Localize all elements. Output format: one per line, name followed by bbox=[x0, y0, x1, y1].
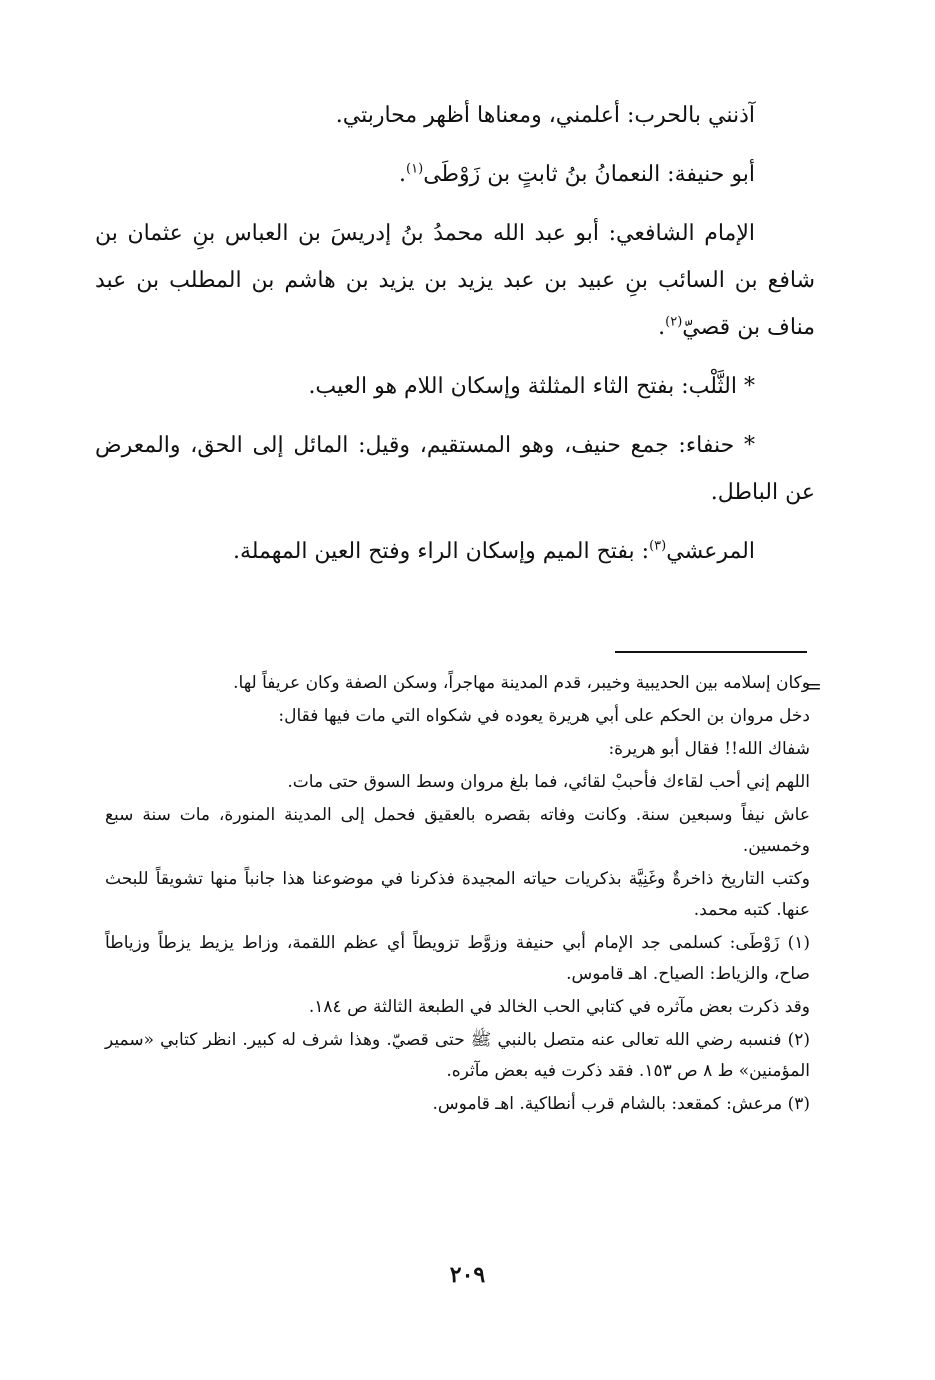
paragraph-abu-hanifa-text: أبو حنيفة: النعمانُ بنُ ثابتٍ بن زَوْطَى bbox=[423, 162, 755, 187]
paragraph-marashi bbox=[95, 528, 815, 575]
footnote-line: وقد ذكرت بعض مآثره في كتابي الحب الخالد في الطبعة الثالثة ص ١٨٤. bbox=[308, 997, 810, 1017]
paragraph-shafii bbox=[95, 210, 815, 351]
paragraph-shafii-text: الإمام الشافعي: أبو عبد الله محمدُ بنُ إدريسَ بن العباس بنِ عثمان بن شافع بن السائب بنِ عبيد بن عبد يزيد بن يزيد بن هاشم بن المطلب بن عبد مناف بن قصيّ bbox=[95, 221, 815, 340]
paragraph-shafii-end: . bbox=[658, 315, 666, 340]
footnote-1: (١) زَوْطَى: كسلمى جد الإمام أبي حنيفة وزوَّط تزويطاً أي عظم اللقمة، وزاط يزيط يزطاً وزياطاً صاح، والزياط: الصياح. اهـ قاموس. bbox=[105, 933, 810, 984]
footnote-line: دخل مروان بن الحكم على أبي هريرة يعوده في شكواه التي مات فيها فقال: bbox=[278, 706, 810, 726]
page-number: ٢٠٩ bbox=[449, 1262, 486, 1288]
paragraph-thalb bbox=[95, 363, 815, 410]
footnote-2: (٢) فنسبه رضي الله تعالى عنه متصل بالنبي ﷺ حتى قصيّ. وهذا شرف له كبير. انظر كتابي «سمير المؤمنين» ط ٨ ص ١٥٣. فقد ذكرت فيه بعض مآثره. bbox=[105, 1030, 810, 1081]
paragraph-hunafa-text: * حنفاء: جمع حنيف، وهو المستقيم، وقيل: المائل إلى الحق، والمعرض عن الباطل. bbox=[95, 433, 815, 505]
footnote-3: (٣) مرعش: كمقعد: بالشام قرب أنطاكية. اهـ قاموس. bbox=[432, 1094, 810, 1114]
paragraph-marashi-rest: : بفتح الميم وإسكان الراء وفتح العين المهملة. bbox=[232, 539, 650, 564]
paragraph-adhanani bbox=[95, 92, 815, 139]
main-text bbox=[95, 92, 815, 587]
footnote-continuation-mark: = bbox=[805, 674, 822, 698]
footnote-line: اللهم إني أحب لقاءك فأحببْ لقائي، فما بلغ مروان وسط السوق حتى مات. bbox=[287, 772, 810, 792]
footnote-ref-1: (١) bbox=[406, 161, 424, 177]
footnote-ref-3: (٣) bbox=[649, 538, 667, 554]
paragraph-hunafa bbox=[95, 422, 815, 516]
footnote-ref-2: (٢) bbox=[665, 314, 683, 330]
footnote-line: شفاك الله!! فقال أبو هريرة: bbox=[608, 739, 810, 759]
paragraph-abu-hanifa bbox=[95, 151, 815, 198]
footnote-line: وكتب التاريخ ذاخرةٌ وغَنِيَّة بذكريات حياته المجيدة فذكرنا في موضوعنا هذا جانباً منها تشويقاً للبحث عنها. كتبه محمد. bbox=[105, 869, 810, 920]
footnote-separator bbox=[615, 651, 807, 653]
paragraph-thalb-text: * الثَّلْب: بفتح الثاء المثلثة وإسكان اللام هو العيب. bbox=[308, 374, 755, 399]
footnotes bbox=[105, 668, 810, 1122]
footnote-line: وكان إسلامه بين الحديبية وخيبر، قدم المدينة مهاجراً، وسكن الصفة وكان عريفاً لها. bbox=[233, 673, 810, 693]
paragraph-abu-hanifa-end: . bbox=[399, 162, 407, 187]
paragraph-adhanani-text: آذنني بالحرب: أعلمني، ومعناها أظهر محاربتي. bbox=[335, 103, 755, 128]
paragraph-marashi-start: المرعشي bbox=[666, 539, 755, 564]
footnote-line: عاش نيفاً وسبعين سنة. وكانت وفاته بقصره بالعقيق فحمل إلى المدينة المنورة، مات سنة سبع وخمسين. bbox=[105, 805, 810, 856]
